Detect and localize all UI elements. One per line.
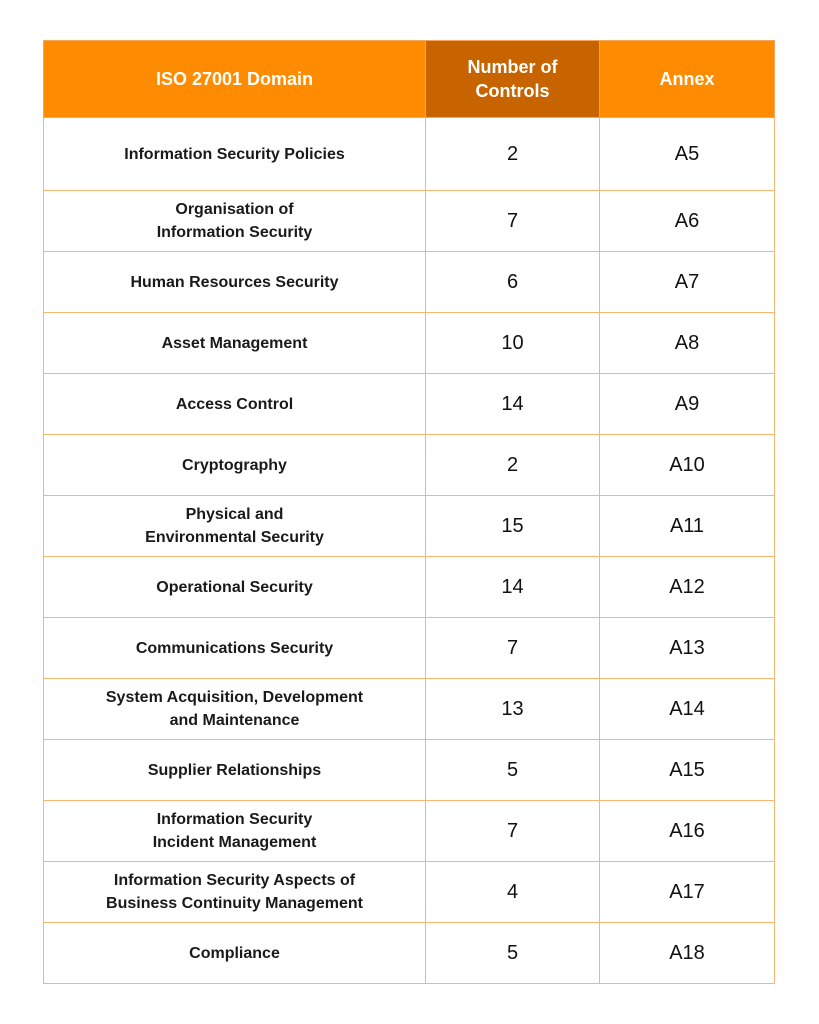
domain-name-line: Information Security Policies [124,145,345,163]
number-of-controls-cell: 5 [426,923,600,984]
number-of-controls-cell: 2 [426,435,600,496]
header-row [44,41,775,118]
number-of-controls-cell: 7 [426,618,600,679]
domain-name-line: Cryptography [182,456,287,474]
header-domain-label: ISO 27001 Domain [155,69,314,89]
domain-name-line: Environmental Security [145,529,324,546]
table-row [44,740,775,801]
domain-cell [44,313,426,374]
header-number-of-controls [426,41,600,118]
table-row [44,923,775,984]
table-row [44,862,775,923]
table-row [44,313,775,374]
domain-cell [44,496,426,557]
annex-cell: A7 [600,252,775,313]
table-row [44,801,775,862]
number-of-controls-cell: 10 [426,313,600,374]
table-body [44,118,775,984]
table-row [44,435,775,496]
annex-cell: A13 [600,618,775,679]
annex-cell: A14 [600,679,775,740]
domain-cell [44,618,426,679]
domain-cell [44,118,426,191]
table-row [44,252,775,313]
header-annex [600,41,775,118]
number-of-controls-cell: 14 [426,557,600,618]
annex-cell: A11 [600,496,775,557]
domain-cell [44,374,426,435]
annex-cell: A12 [600,557,775,618]
annex-cell: A18 [600,923,775,984]
iso-27001-domains-table [43,40,775,984]
number-of-controls-cell: 13 [426,679,600,740]
domain-cell [44,740,426,801]
table-header [44,41,775,118]
table-row [44,557,775,618]
domain-cell [44,801,426,862]
annex-cell: A16 [600,801,775,862]
domain-name-line: Information Security Aspects of [113,872,356,889]
domain-cell [44,252,426,313]
domain-cell [44,679,426,740]
domain-name-line: Operational Security [156,578,313,596]
domain-name-line: Access Control [175,395,294,413]
domain-name-line: System Acquisition, Development [105,689,364,706]
table-row [44,118,775,191]
domain-cell [44,435,426,496]
domain-name-line: Information Security [156,811,313,828]
domain-name-line: Human Resources Security [130,273,339,291]
table-row [44,191,775,252]
annex-cell: A10 [600,435,775,496]
header-annex-label: Annex [659,69,715,89]
table-row [44,496,775,557]
domain-cell [44,862,426,923]
domain-name-line: Asset Management [161,334,308,352]
domain-name-line: Business Continuity Management [106,895,363,912]
number-of-controls-cell: 2 [426,118,600,191]
domain-cell [44,191,426,252]
header-controls-label-line-1: Number of [467,57,558,77]
domain-name-line: Information Security [156,224,313,241]
domain-name-line: Incident Management [152,834,317,851]
domain-name-line: Communications Security [135,639,334,657]
annex-cell: A9 [600,374,775,435]
domain-name-line: Organisation of [175,201,294,218]
number-of-controls-cell: 7 [426,801,600,862]
annex-cell: A8 [600,313,775,374]
table-row [44,618,775,679]
annex-cell: A15 [600,740,775,801]
table-row [44,374,775,435]
header-domain [44,41,426,118]
annex-cell: A5 [600,118,775,191]
number-of-controls-cell: 5 [426,740,600,801]
number-of-controls-cell: 6 [426,252,600,313]
number-of-controls-cell: 7 [426,191,600,252]
domain-name-line: Compliance [189,944,280,962]
domain-name-line: Physical and [185,506,284,523]
domain-name-line: Supplier Relationships [147,761,322,779]
domain-cell [44,923,426,984]
annex-cell: A17 [600,862,775,923]
iso-27001-domains-table-container [43,40,774,984]
annex-cell: A6 [600,191,775,252]
table-row [44,679,775,740]
number-of-controls-cell: 15 [426,496,600,557]
domain-name-line: and Maintenance [169,712,300,729]
domain-cell [44,557,426,618]
number-of-controls-cell: 4 [426,862,600,923]
number-of-controls-cell: 14 [426,374,600,435]
header-controls-label-line-2: Controls [475,81,550,101]
